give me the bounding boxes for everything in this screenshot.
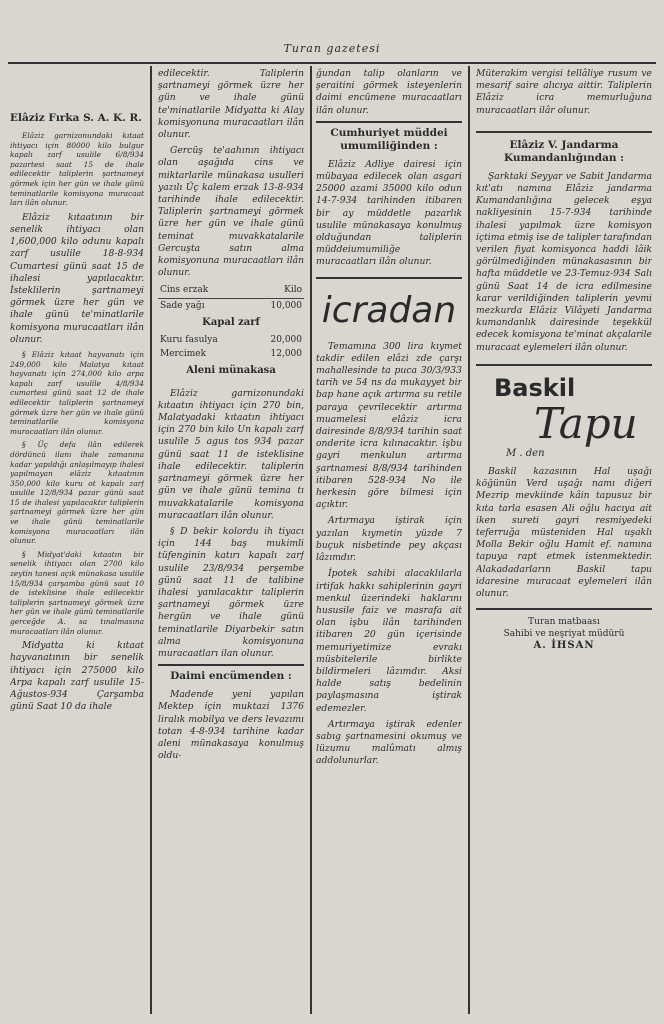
- table-header: Cins erzak: [158, 283, 251, 298]
- section-rule: [316, 121, 462, 123]
- table-header: Kilo: [251, 283, 304, 298]
- article-body: Artırmaya iştirak edenler sabıg şartnamesini okumuş ve lüzumu malûmatı almış addolunurlar.: [316, 718, 462, 767]
- table-cell: Kuru fasulya: [160, 335, 218, 346]
- table-subheading: Aleni münakasa: [186, 365, 276, 377]
- column-1: [10, 108, 144, 1008]
- table-cell: 10,000: [270, 300, 302, 311]
- imprint-line: Sahibi ve neşriyat müdürü: [503, 629, 625, 640]
- article-body: edilecektir. Taliplerin şartnameyi görmek üzre her gün ve ihale günü te'minatlarile Midyatta ki Alay komisyonuna muracaatları ilân olunur.: [158, 68, 304, 141]
- table-row: [158, 333, 304, 347]
- article-body: Elâziz garnizonundaki kıtaat ihtiyacı için 80000 kilo bulgur kapalı zarf usulile 6/8/934 pazartesi saat 15 de ihale edilecektir taliplerin şartnameyi görmek için her gün ve ihale günü teminatlarile komisyona muracaat ları ilân olunur.: [10, 131, 144, 208]
- article-body: § Midyat'daki kıtaatın bir senelik ihtiyacı olan 2700 kilo zeytin tanesi açık münakasa usulile 15/8/934 çarşamba günü saat 10 de isteklisine ihale edilecektir taliplerin şartnameyi görmek üzre her gün ve ihale günü teminatlarile gerceğde A. sa tınalmasına muracaatları ilân olunur.: [10, 549, 144, 636]
- top-rule: [8, 62, 656, 64]
- col-divider-2: [310, 66, 312, 1014]
- table-cell: Mercimek: [160, 349, 207, 360]
- table-cell: 20,000: [270, 335, 302, 346]
- column-4: [476, 68, 652, 1012]
- imprint-line: Turan matbaası: [528, 617, 600, 628]
- column-2: [158, 68, 304, 1012]
- page-header: Turan gazetesi: [283, 42, 381, 55]
- col-divider-3: [468, 66, 470, 1014]
- column-3: [316, 68, 462, 1012]
- section-rule: [476, 608, 652, 610]
- imprint-owner: A. İHSAN: [533, 640, 595, 652]
- article-body: § D bekir kolordu ih tiyacı için 144 baş mukimli tüfenginin katırı kapalı zarf usulile 23/8/934 perşembe günü saat 11 de talibine ihalesi yanılacaktır taliplerin şartnameyi görmek üzre hergün ve ihale günü teminatlarile Diyarbekir satın alma komisyonuna muracaatları ilan olunur.: [158, 525, 304, 659]
- table-subheading: Kapal zarf: [202, 316, 260, 328]
- article-body: İpotek sahibi alacaklılarla irtifak hakkı sahiplerinin gayri menkul üzerindeki haklarını hususile faiz ve masrafa ait olan işbu ilân tarihinden itibaren 20 gün içerisinde memuriyetimize evrakı müsbitelerile birlikte bildirmeleri lâzımdır. Aksi halde satış bedelinin paylaşmasına iştirak edemezler.: [316, 568, 462, 714]
- article-title: Elâziz V. Jandarma Kumandanlığından :: [503, 138, 625, 164]
- article-body: § Elâziz kıtaat hayvanatı için 249,000 kilo Malatya kıtaat hayvanatı için 274,000 kilo arpa kapalı zarf usulile 4/8/934 cumartesi günü saat 12 de ihale edilecektir taliplerin şartnameyi görmek üzre her gün ve ihale günü teminatlarile komisyona muracaatları ilân olunur.: [10, 349, 144, 436]
- article-body: Baskil kazasının Hal uşağı köğünün Verd uşağı namı diğeri Mezrip mevkiinde kâin tapusuz bir kıta tarla esasen Ali oğlu hacıya ait iken sureti gayri resmiyedeki teferruğa müsteniden Hal uşaklı Molla Bekir oğlu Hamit ef. namına tapuya rapt etmek istenmektedir. Alakadadarların Baskil tapu idaresine muracaat eylemeleri ilân olunur.: [476, 466, 652, 600]
- article-body: Elâziz Adliye dairesi için mübayaa edilecek olan asgari 25000 azami 35000 kilo odun 14-7-934 tarihinden itibaren bir ay müddetle pazarlık usulile münakasaya konulmuş olduğundan taliplerin müddeiumumiliğe muracaatları ilân olunur.: [316, 158, 462, 268]
- table-cell: Sade yağı: [160, 300, 205, 311]
- article-body: Madende yeni yapılan Mektep için muktazi 1376 liralık mobilya ve ders levazımı totan 4-8-934 tarihine kadar aleni münakasaya konulmuş oldu-: [158, 689, 304, 762]
- col-divider-1: [150, 66, 152, 1014]
- section-rule: [158, 664, 304, 666]
- article-body: Müterakim vergisi tellâliye rusum ve mesarif saire alıcıya aittir. Taliplerin Elâziz icra memurluğuna muracaatları ilâr olunur.: [476, 68, 652, 116]
- table-cell: 12,000: [270, 349, 302, 360]
- table-row: [158, 347, 304, 361]
- article-title: Daimi encümenden :: [170, 670, 292, 683]
- article-body: Elâziz garnizonundaki kıtaatın ihtiyacı için 270 bin, Malatyadaki kıtaatın ihtiyacı için 270 bin kilo Un kapalı zarf usulile 5 agus tos 934 pazar günü saat 11 de isteklisine ihale edilecektir. taliplerin şartnameyi görmek üzre her gün ve ihale günü temina tı muvakkatalarile komisyona muracaatları ilân olunur.: [158, 387, 304, 521]
- article-body: Artırmaya iştirak için yazılan kıymetin yüzde 7 buçuk nisbetinde pey akçası lâzımdır.: [316, 515, 462, 564]
- article-body: Temamına 300 lira kıymet takdir edilen elâzi zde çarşı mahallesinde ta puca 30/3/933 tarih ve 54 ns da mukayyet bir bap hane açık artırma su retile paraya çevrilecektir artırma muamelesi elâziz icra dairesinde 8/8/934 tarihin saat onderite icra kılınacaktır. işbu gayri menkulun artırma şartnamesi 8/8/934 tarihinden itibaren 528-934 No ile herkesin göre bilmesi için açıktır.: [316, 340, 462, 511]
- section-rule: [316, 277, 462, 279]
- article-body: Gercüş te'aahının ihtiyacı olan aşağıda cins ve miktarlarile münakasa usulleri yazılı Üç kalem erzak 13-8-934 tarihinde ihale edilecektir. Taliplerin şartnameyi görmek üzre her gün ve ihale günü teminat muvakkatalarile Gercuşta satın alma komisyonuna muracaatları ilân olunur.: [158, 145, 304, 279]
- section-rule: [476, 131, 652, 133]
- erzak-table: [158, 283, 304, 381]
- section-rule: [476, 364, 652, 366]
- tapu-subheading: M . den: [506, 447, 545, 459]
- icradan-heading: icradan: [321, 289, 457, 331]
- article-body: Midyatta ki kıtaat hayvanatının bir senelik ihtiyacı için 275000 kilo Arpa kapalı zarf usulile 15-Ağustos-934 Çarşamba günü Saat 10 da ihale: [10, 640, 144, 713]
- table-row: [158, 298, 304, 313]
- article-body: § Üç defa ilân edilerek dördüncü ilanı ihale zamanına kadar yapıldığı anlaşılmayıp ihalesi yapılmayan elâziz kıtaatının 350,000 kilo kuru ot kapalı zarf usulile 12/8/934 pazar günü saat 15 de ihalesi yapılacaktır taliplerin şartnameyi görmek üzre her gün ve ihale günü teminatlarile komisyona muracaatları ilân olunur.: [10, 440, 144, 546]
- imprint: [476, 616, 652, 652]
- article-body: ğundan talip olanların ve şeraitini görmek isteyenlerin daimi encümene muracaatları ilân olunur.: [316, 68, 462, 116]
- article-body: Elâziz kıtaatının bir senelik ihtiyacı olan 1,600,000 kilo odunu kapalı zarf usulile 18-8-934 Cumartesi günü saat 15 de ihalesi yapılacaktır. İsteklilerin şartnameyi görmek üzre her gün ve ihale günü te'minatlarile komisyona muracaatları ilân olunur.: [10, 211, 144, 345]
- article-title: Cumhuriyet müddei umumiliğinden :: [330, 126, 448, 152]
- article-body: Şarktaki Seyyar ve Sabit Jandarma kıt'atı namına Elâziz jandarma Kumandanlığına gelecek eşya nakliyesinin 15-7-934 tarihinde ihalesi yapılmak üzre komisyon içtima etmiş ise de talipler tarafından verilen fiyat komisyonca haddi lâik görülmediğinden münakasasının bir hafta müddetle ve 23-Temuz-934 Salı günü Saat 14 de icra edilmesine karar verildiğinden taliplerin yevmi mezkurda Elâziz Vilâyeti Jandarma kumandanlık dairesinde teşekkül edecek komisyona te'minat akçalarile muracaat eylemeleri ilân olunur.: [476, 170, 652, 353]
- baskil-heading: Baskil: [494, 373, 576, 402]
- article-title: Elâziz Fırka S. A. K. R.: [10, 112, 142, 124]
- tapu-heading: Tapu: [534, 398, 638, 448]
